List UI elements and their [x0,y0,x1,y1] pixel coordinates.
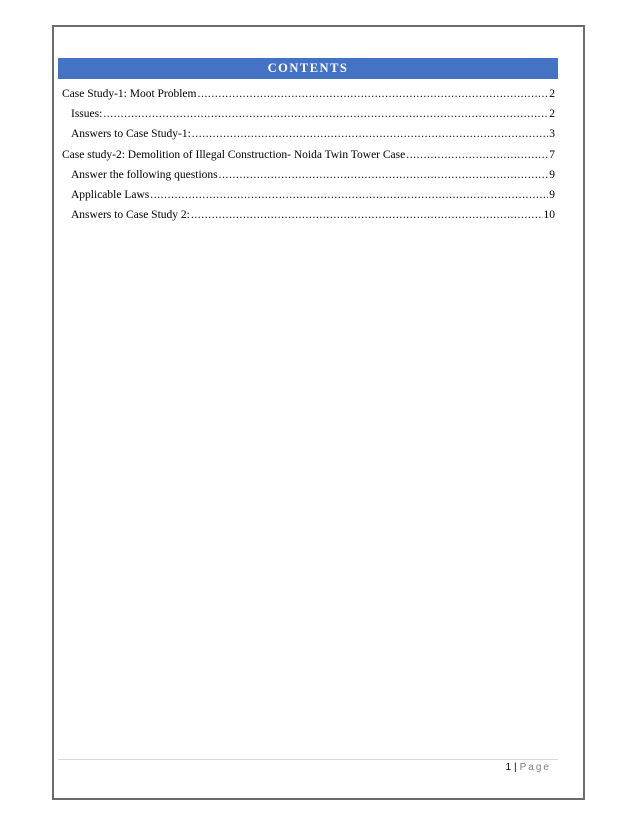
toc-entry[interactable] [62,165,555,185]
footer-page-label: Page [519,762,551,773]
toc-entry-page: 3 [549,128,555,141]
toc-leader-dots [191,205,543,225]
toc-leader-dots [103,104,548,124]
page-footer [505,762,551,773]
contents-heading: CONTENTS [58,58,558,79]
toc-entry-title: Answers to Case Study 2: [71,209,190,222]
footer-page-number: 1 [505,762,512,773]
toc-entry-page: 7 [549,148,555,161]
toc-entry-title: Issues: [71,108,103,121]
toc-leader-dots [406,145,548,165]
toc-entry-title: Case study-2: Demolition of Illegal Construction- Noida Twin Tower Case [62,148,406,161]
toc-entry[interactable] [62,124,555,144]
toc-entry-title: Answer the following questions [71,168,218,181]
toc-entry[interactable] [62,205,555,225]
toc-entry[interactable] [62,145,555,165]
toc-entry-page: 2 [549,88,555,100]
toc-entry-title: Answers to Case Study-1: [71,128,191,141]
toc-entry-page: 10 [543,209,555,222]
footer-separator: | [514,762,517,773]
toc-leader-dots [150,185,548,205]
toc-entry-page: 9 [549,188,555,201]
toc-entry-title: Applicable Laws [71,188,150,201]
toc-entry[interactable] [62,84,555,104]
toc-entry[interactable] [62,104,555,124]
toc-entry-title: Case Study-1: Moot Problem [62,88,197,100]
toc-entry-page: 2 [549,108,555,121]
toc-leader-dots [198,84,549,104]
footer-divider [58,759,558,760]
toc-leader-dots [219,165,549,185]
toc-entry[interactable] [62,185,555,205]
table-of-contents [62,84,555,225]
toc-entry-page: 9 [549,168,555,181]
toc-leader-dots [192,124,548,144]
